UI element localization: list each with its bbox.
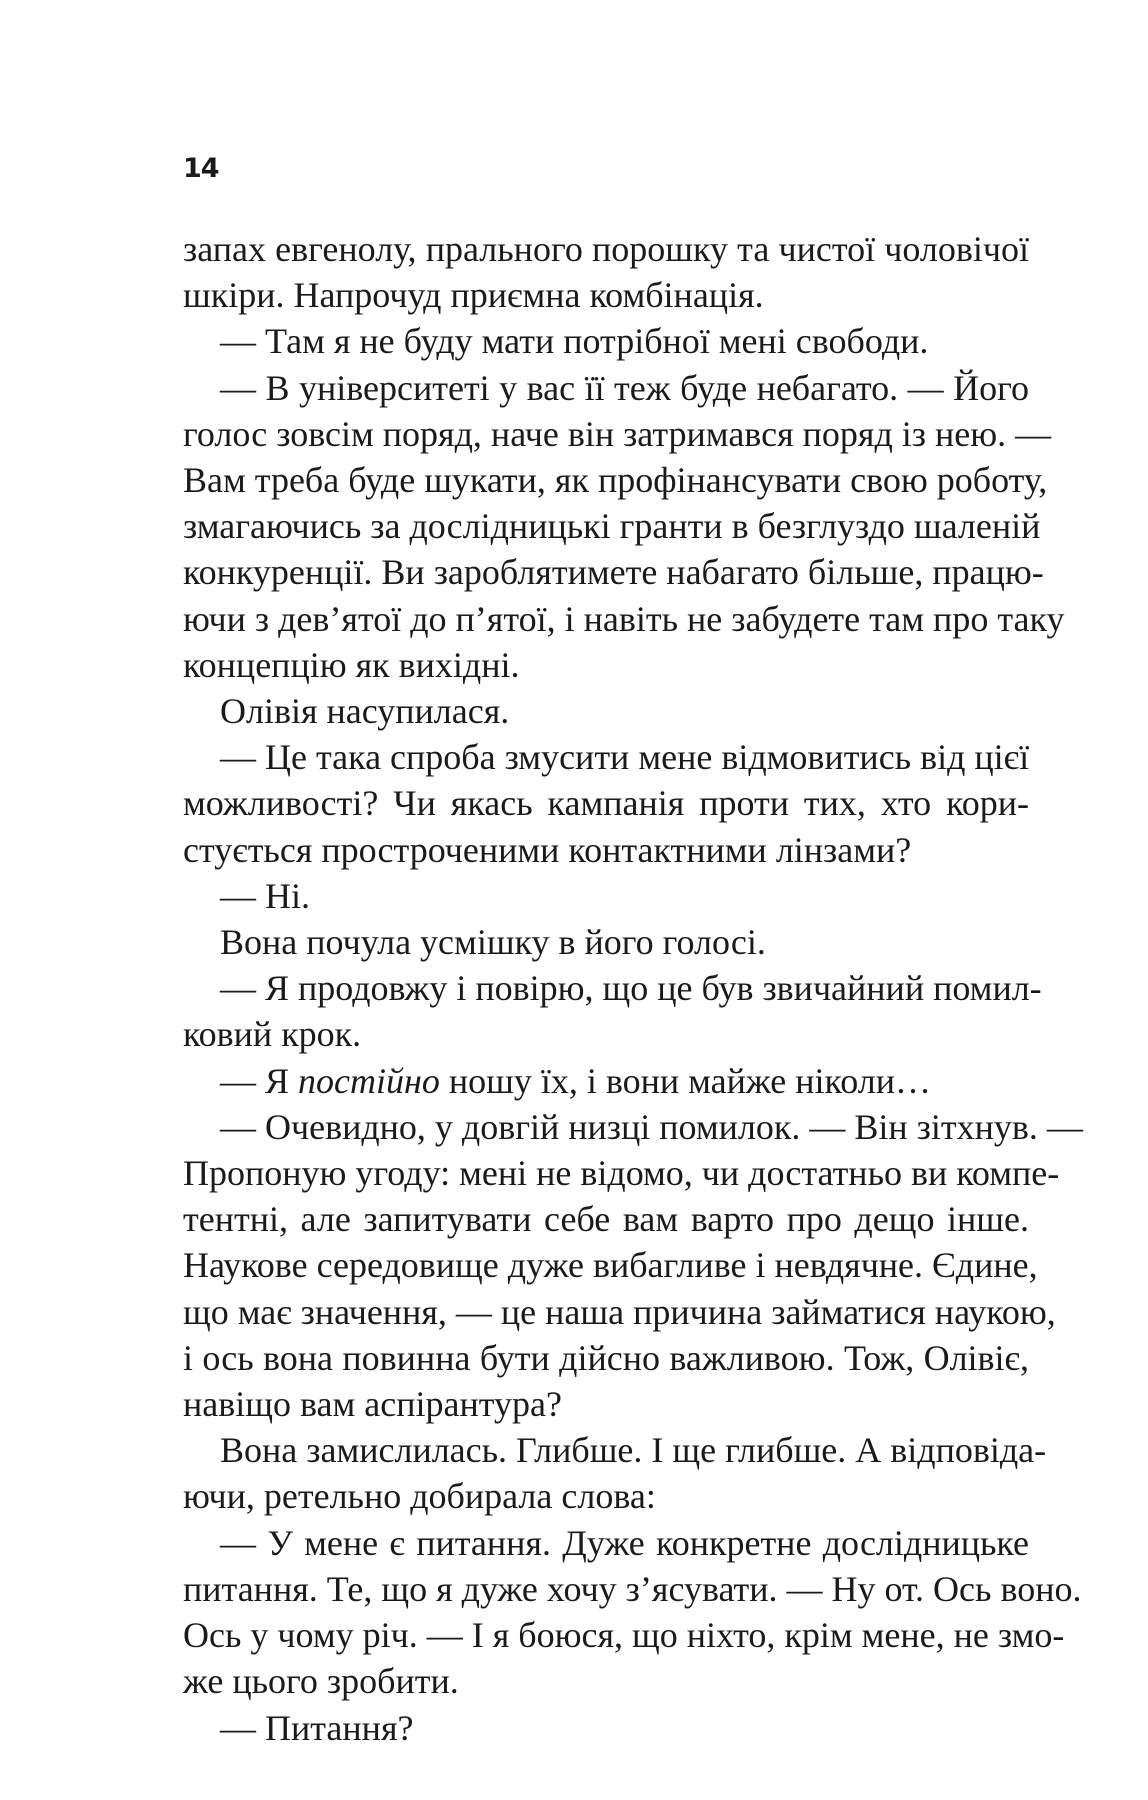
text-line: — В університеті у вас її теж буде небагато. — Його [220,367,1029,408]
text-fragment: — Я [220,1060,299,1101]
text-line: запах евгенолу, прального порошку та чистої чоловічої [183,229,1029,269]
text-line: — Ні. [220,875,310,916]
text-line: навіщо вам аспірантура? [183,1384,562,1425]
text-line: шкіри. Напрочуд приємна комбінація. [183,275,764,316]
text-line: і ось вона повинна бути дійсно важливою. Тож, Олівіє, [183,1337,1029,1378]
text-line: стується простроченими контактними лінзами? [183,829,912,870]
emphasized-text: постійно [298,1060,440,1101]
text-line: — Очевидно, у довгій низці помилок. — Він зітхнув. — [220,1106,1083,1147]
text-line: — Там я не буду мати потрібної мені свободи. [220,321,929,362]
text-line: ючи з дев’ятої до п’ятої, і навіть не забудете там про таку [183,598,1065,639]
text-fragment: ношу їх, і вони майже ніколи… [439,1060,931,1101]
text-line: конкуренції. Ви зароблятимете набагато більше, працю- [183,552,1044,593]
text-line: Олівія насупилася. [220,691,510,732]
text-line: голос зовсім поряд, наче він затримався поряд із нею. — [183,413,1052,454]
text-line: що має значення, — це наша причина займатися наукою, [183,1291,1056,1332]
text-line: Вона замислилась. Глибше. І ще глибше. А відповіда- [220,1430,1047,1471]
text-line: же цього зробити. [183,1661,459,1702]
text-line: — У мене є питання. Дуже конкретне дослідницьке [220,1522,1029,1563]
text-line: концепцію як вихідні. [183,644,520,685]
text-line: — Це така спроба змусити мене відмовитись від цієї [220,737,1030,778]
text-line: ковий крок. [183,1014,362,1055]
text-line: можливості? Чи якась кампанія проти тих, хто кори- [183,783,1029,824]
text-line: — Я продовжу і повірю, що це був звичайний помил- [220,968,1042,1009]
text-line: — Питання? [220,1707,414,1748]
text-line: тентні, але запитувати себе вам варто про дещо інше. [183,1199,1029,1240]
text-line: Вам треба буде шукати, як профінансувати свою роботу, [183,460,1048,501]
text-line: змагаючись за дослідницькі гранти в безглуздо шаленій [183,506,1041,547]
text-line: Вона почула усмішку в його голосі. [220,922,766,963]
page-number: 14 [183,153,219,184]
text-line: Пропоную угоду: мені не відомо, чи достатньо ви компе- [183,1153,1060,1194]
text-line: Наукове середовище дуже вибагливе і невдячне. Єдине, [183,1245,1038,1286]
text-line: Ось у чому річ. — І я боюся, що ніхто, крім мене, не змо- [183,1615,1065,1656]
text-line-with-emphasis [183,1058,1029,1104]
text-line: питання. Те, що я дуже хочу з’ясувати. — Ну от. Ось воно. [183,1568,1082,1609]
text-line: ючи, ретельно добирала слова: [183,1476,656,1517]
body-text [183,226,1083,1751]
